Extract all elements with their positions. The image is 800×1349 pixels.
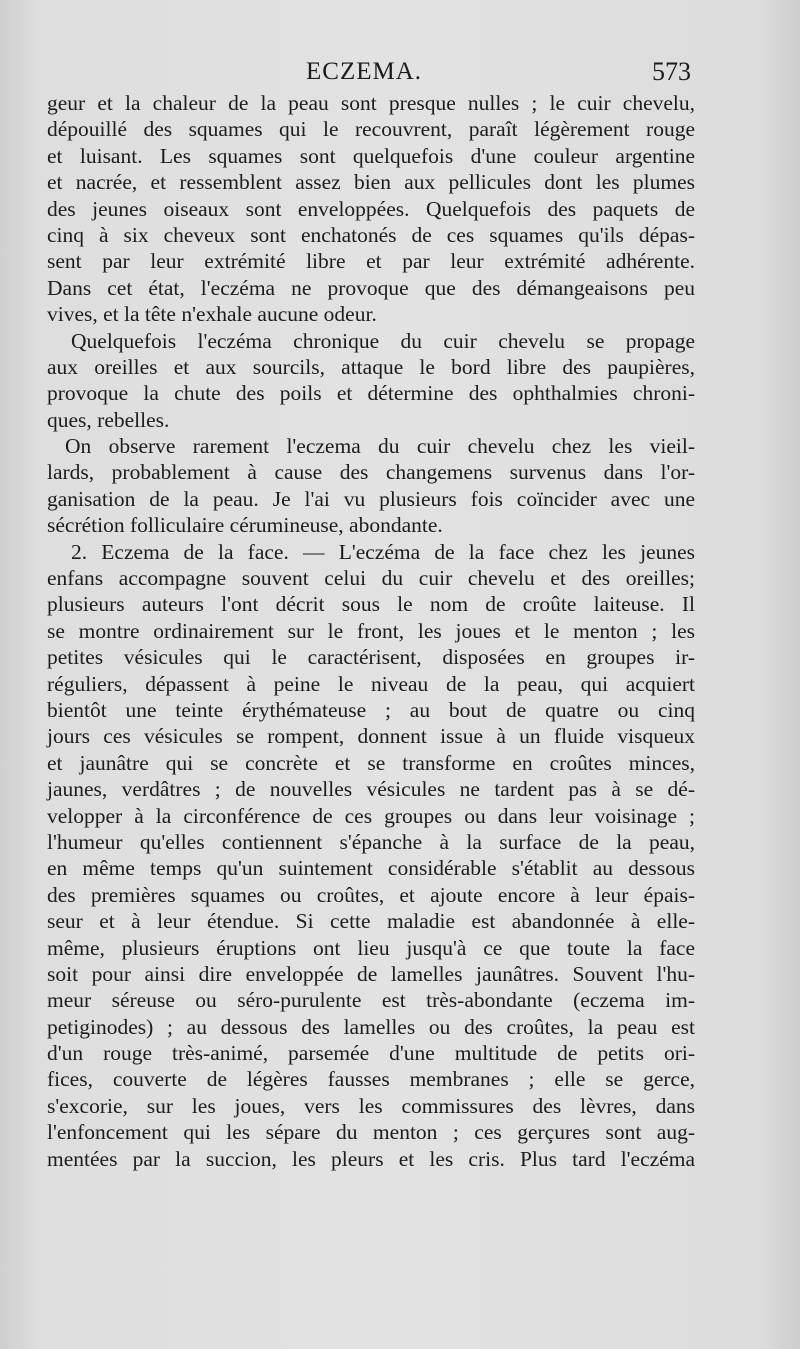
text-line: bientôt une teinte érythémateuse ; au bout de quatre ou cinq <box>47 697 695 722</box>
text-line: et luisant. Les squames sont quelquefois d'une couleur argentine <box>47 143 695 168</box>
text-line: On observe rarement l'eczema du cuir chevelu chez les vieil- <box>65 434 695 459</box>
text-line: Dans cet état, l'eczéma ne provoque que des démangeaisons peu <box>47 275 695 300</box>
text-line: réguliers, dépassent à peine le niveau de la peau, qui acquiert <box>47 671 695 696</box>
text-line: Quelquefois l'eczéma chronique du cuir chevelu se propage <box>71 328 695 353</box>
text-line: cinq à six cheveux sont enchatonés de ces squames qu'ils dépas- <box>47 222 695 247</box>
text-line: dépouillé des squames qui le recouvrent, paraît légèrement rouge <box>47 117 695 142</box>
text-line: d'un rouge très-animé, parsemée d'une multitude de petits ori- <box>47 1041 695 1066</box>
text-line: plusieurs auteurs l'ont décrit sous le nom de croûte laiteuse. Il <box>47 592 695 617</box>
text-line: en même temps qu'un suintement considérable s'établit au dessous <box>47 856 695 881</box>
text-line: enfans accompagne souvent celui du cuir chevelu et des oreilles; <box>47 566 695 591</box>
text-line: petiginodes) ; au dessous des lamelles ou des croûtes, la peau est <box>47 1014 695 1039</box>
text-line: petites vésicules qui le caractérisent, disposées en groupes ir- <box>47 645 695 670</box>
text-line: ques, rebelles. <box>47 407 170 432</box>
text-line: geur et la chaleur de la peau sont presque nulles ; le cuir chevelu, <box>47 91 695 115</box>
running-title: ECZEMA. <box>306 58 423 85</box>
text-line: jaunes, verdâtres ; de nouvelles vésicules ne tardent pas à se dé- <box>47 777 695 802</box>
text-line: même, plusieurs éruptions ont lieu jusqu'à ce que toute la face <box>47 935 695 960</box>
text-line: et jaunâtre qui se concrète et se transforme en croûtes minces, <box>47 750 695 775</box>
text-line: meur séreuse ou séro-purulente est très-abondante (eczema im- <box>47 988 695 1013</box>
text-line: se montre ordinairement sur le front, les joues et le menton ; les <box>47 618 695 643</box>
text-line: provoque la chute des poils et détermine des ophthalmies chroni- <box>47 381 695 406</box>
text-line: mentées par la succion, les pleurs et les cris. Plus tard l'eczéma <box>47 1146 695 1171</box>
text-line: velopper à la circonférence de ces groupes ou dans leur voisinage ; <box>47 803 695 828</box>
text-line: et nacrée, et ressemblent assez bien aux pellicules dont les plumes <box>47 170 695 195</box>
text-line: s'excorie, sur les joues, vers les commissures des lèvres, dans <box>47 1093 695 1118</box>
text-line: vives, et la tête n'exhale aucune odeur. <box>47 302 377 327</box>
text-line: 2. Eczema de la face. — L'eczéma de la face chez les jeunes <box>71 539 695 564</box>
text-line: seur et à leur étendue. Si cette maladie est abandonnée à elle- <box>47 909 695 934</box>
text-line: soit pour ainsi dire enveloppée de lamelles jaunâtres. Souvent l'hu- <box>47 961 695 986</box>
text-line: ganisation de la peau. Je l'ai vu plusieurs fois coïncider avec une <box>47 486 695 511</box>
text-line: l'humeur qu'elles contiennent s'épanche à la surface de la peau, <box>47 829 695 854</box>
text-line: aux oreilles et aux sourcils, attaque le bord libre des paupières, <box>47 354 695 379</box>
text-line: des jeunes oiseaux sont enveloppées. Quelquefois des paquets de <box>47 196 695 221</box>
body-text <box>47 90 695 1172</box>
text-line: sent par leur extrémité libre et par leur extrémité adhérente. <box>47 249 695 274</box>
text-line: sécrétion folliculaire cérumineuse, abondante. <box>47 513 443 538</box>
text-line: fices, couverte de légères fausses membranes ; elle se gerce, <box>47 1067 695 1092</box>
page-number: 573 <box>652 57 691 86</box>
text-line: des premières squames ou croûtes, et ajoute encore à leur épais- <box>47 882 695 907</box>
text-line: l'enfoncement qui les sépare du menton ; ces gerçures sont aug- <box>47 1120 695 1145</box>
running-head <box>0 52 800 92</box>
text-line: lards, probablement à cause des changemens survenus dans l'or- <box>47 460 695 485</box>
text-line: jours ces vésicules se rompent, donnent issue à un fluide visqueux <box>47 724 695 749</box>
